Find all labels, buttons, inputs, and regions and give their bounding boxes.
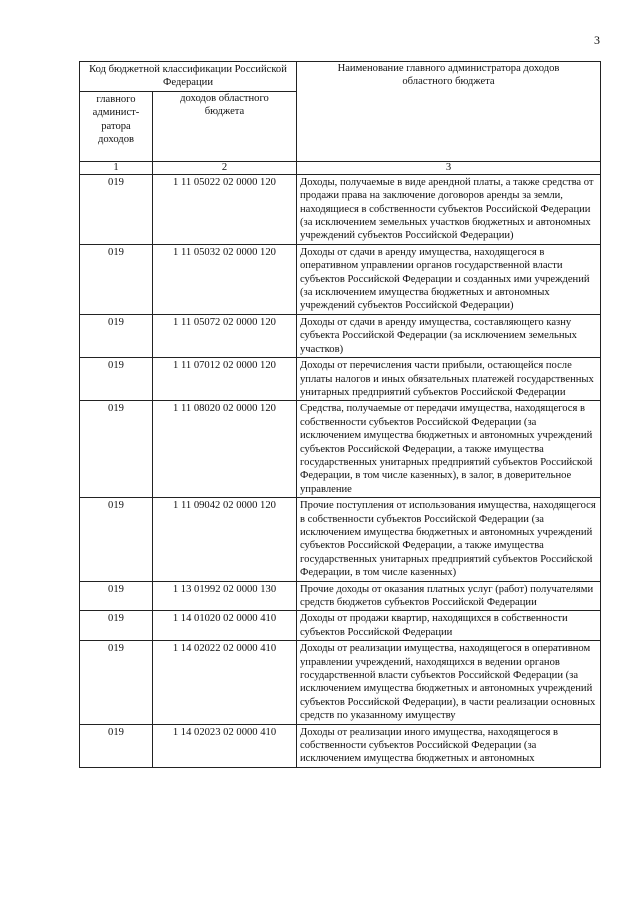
column-number: 1 [80, 161, 153, 174]
income-code-cell: 1 11 05072 02 0000 120 [153, 314, 297, 357]
income-code-cell: 1 11 08020 02 0000 120 [153, 401, 297, 498]
header-administrator-name: Наименование главного администратора доходов областного бюджета [297, 62, 601, 162]
income-code-cell: 1 11 07012 02 0000 120 [153, 358, 297, 401]
income-name-cell: Прочие доходы от оказания платных услуг (работ) получателями средств бюджетов субъектов Российской Федерации [297, 581, 601, 611]
table-row [80, 314, 601, 357]
table-row [80, 498, 601, 581]
admin-code-cell: 019 [80, 641, 153, 724]
admin-code-cell: 019 [80, 358, 153, 401]
admin-code-cell: 019 [80, 174, 153, 244]
column-number: 3 [297, 161, 601, 174]
income-code-cell: 1 11 05032 02 0000 120 [153, 244, 297, 314]
admin-code-cell: 019 [80, 498, 153, 581]
income-code-cell: 1 11 05022 02 0000 120 [153, 174, 297, 244]
income-name-cell: Прочие поступления от использования имущества, находящегося в собственности субъектов Российской Федерации (за исключением имущества бюджетных и автономных учреждений субъектов Российской Федерации, а также имущества государственных унитарных предприятий субъектов Российской Федерации, в том числе казенных) [297, 498, 601, 581]
page-number: 3 [594, 33, 600, 47]
income-name-cell: Доходы от продажи квартир, находящихся в собственности субъектов Российской Федерации [297, 611, 601, 641]
admin-code-cell: 019 [80, 244, 153, 314]
admin-code-cell: 019 [80, 581, 153, 611]
income-name-cell: Доходы от сдачи в аренду имущества, составляющего казну субъекта Российской Федерации (за исключением земельных участков) [297, 314, 601, 357]
budget-classification-table [79, 61, 601, 768]
income-code-cell: 1 14 02022 02 0000 410 [153, 641, 297, 724]
income-name-cell: Доходы от перечисления части прибыли, остающейся после уплаты налогов и иных обязательных платежей государственных унитарных предприятий субъектов Российской Федерации [297, 358, 601, 401]
admin-code-cell: 019 [80, 611, 153, 641]
column-number-row [80, 161, 601, 174]
header-income-code: доходов областного бюджета [153, 91, 297, 161]
income-name-cell: Доходы от реализации иного имущества, находящегося в собственности субъектов Российской Федерации (за исключением имущества бюджетных и автономных [297, 724, 601, 767]
table-row [80, 358, 601, 401]
income-code-cell: 1 13 01992 02 0000 130 [153, 581, 297, 611]
admin-code-cell: 019 [80, 401, 153, 498]
income-name-cell: Средства, получаемые от передачи имущества, находящегося в собственности субъектов Российской Федерации (за исключением имущества бюджетных и автономных учреждений субъектов Российской Федерации, а также имущества государственных унитарных предприятий субъектов Российской Федерации, в том числе казенных), в залог, в доверительное управление [297, 401, 601, 498]
income-code-cell: 1 14 01020 02 0000 410 [153, 611, 297, 641]
table-row [80, 724, 601, 767]
table-row [80, 581, 601, 611]
income-name-cell: Доходы от сдачи в аренду имущества, находящегося в оперативном управлении органов государственной власти субъектов Российской Федерации и созданных ими учреждений (за исключением имущества бюджетных и автономных учреждений субъектов Российской Федерации) [297, 244, 601, 314]
table-row [80, 174, 601, 244]
table-row [80, 244, 601, 314]
income-name-cell: Доходы от реализации имущества, находящегося в оперативном управлении учреждений, находящихся в ведении органов государственной власти субъектов Российской Федерации (за исключением имущества бюджетных и автономных учреждений субъектов Российской Федерации), в части реализации основных средств по указанному имуществу [297, 641, 601, 724]
column-number: 2 [153, 161, 297, 174]
income-code-cell: 1 11 09042 02 0000 120 [153, 498, 297, 581]
table-row [80, 641, 601, 724]
header-budget-code-group: Код бюджетной классификации Российской Федерации [80, 62, 297, 92]
admin-code-cell: 019 [80, 314, 153, 357]
income-code-cell: 1 14 02023 02 0000 410 [153, 724, 297, 767]
income-name-cell: Доходы, получаемые в виде арендной платы, а также средства от продажи права на заключение договоров аренды за земли, находящиеся в собственности субъектов Российской Федерации (за исключением земельных участков бюджетных и автономных учреждений субъектов Российской Федерации) [297, 174, 601, 244]
admin-code-cell: 019 [80, 724, 153, 767]
table-row [80, 401, 601, 498]
header-admin-code: главного админист-ратора доходов [80, 91, 153, 161]
table-row [80, 611, 601, 641]
